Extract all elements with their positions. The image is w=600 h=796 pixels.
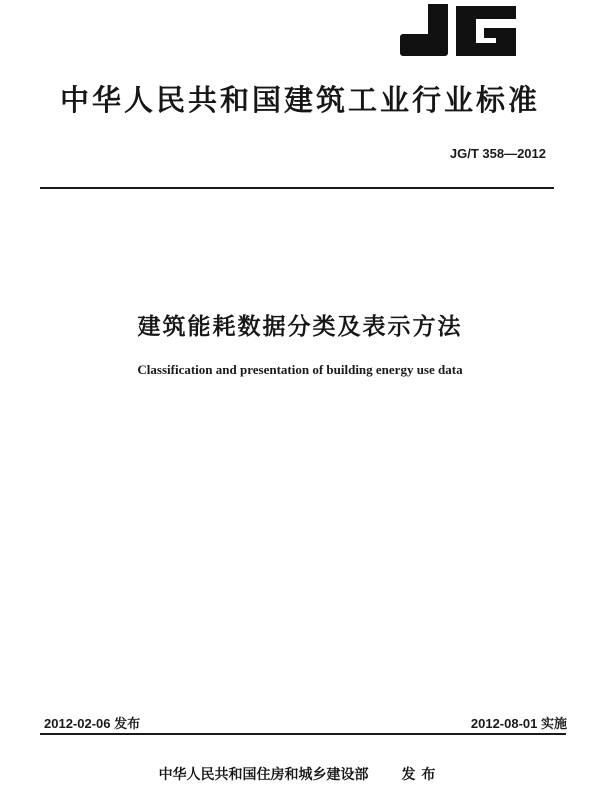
industry-standard-heading: 中华人民共和国建筑工业行业标准: [59, 83, 540, 117]
footer-divider: [40, 733, 566, 735]
effective-date: 2012-08-01 实施: [470, 716, 567, 731]
issue-date: 2012-02-06 发布: [44, 716, 141, 731]
document-title-chinese: 建筑能耗数据分类及表示方法: [137, 314, 463, 340]
document-title-english: Classification and presentation of building energy use data: [137, 362, 463, 377]
publisher-line: [0, 764, 600, 784]
publisher-name: 中华人民共和国住房和城乡建设部: [158, 767, 369, 783]
publisher-action: 发布: [401, 767, 442, 783]
jg-logo: [398, 4, 520, 60]
standard-number: JG/T 358—2012: [449, 146, 546, 161]
header-divider: [40, 187, 554, 189]
